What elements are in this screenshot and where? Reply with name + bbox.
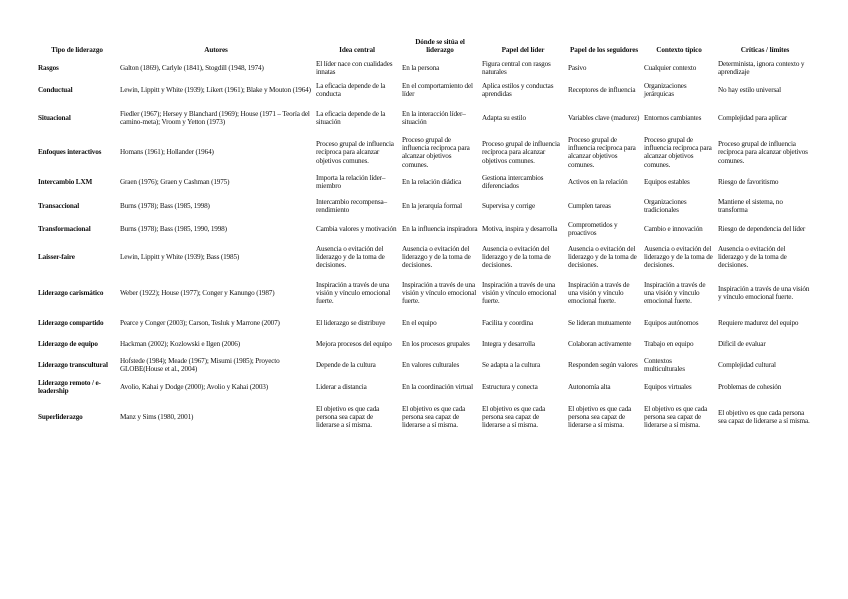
- cell-papel-lider: Supervisa y corrige: [482, 201, 536, 210]
- cell-papel-lider: El objetivo es que cada persona sea capaz de liderarse a sí misma.: [482, 404, 546, 429]
- table-row: [36, 101, 814, 135]
- cell-idea-central: Ausencia o evitación del liderazgo y de la toma de decisiones.: [316, 244, 385, 269]
- cell-donde: En la influencia inspiradora: [402, 224, 478, 233]
- cell-criticas: Problemas de cohesión: [718, 382, 782, 391]
- cell-papel-lider: Se adapta a la cultura: [482, 360, 541, 369]
- cell-papel-seguidores: Variables clave (madurez): [568, 113, 640, 122]
- cell-tipo: Liderazgo transcultural: [38, 360, 108, 369]
- header-contexto: Contexto típico: [656, 46, 702, 54]
- cell-papel-seguidores: El objetivo es que cada persona sea capaz de liderarse a sí misma.: [568, 404, 632, 429]
- cell-autores: Pearce y Conger (2003); Carson, Tesluk y Marrone (2007): [120, 318, 280, 327]
- cell-contexto: Inspiración a través de una visión y vínculo emocional fuerte.: [644, 280, 706, 305]
- cell-tipo: Rasgos: [38, 63, 59, 72]
- cell-contexto: El objetivo es que cada persona sea capaz de liderarse a sí misma.: [644, 404, 708, 429]
- cell-tipo: Liderazgo remoto / e-leadership: [38, 378, 101, 395]
- header-papel-seguidores: Papel de los seguidores: [569, 46, 639, 54]
- cell-papel-seguidores: Receptores de influencia: [568, 85, 636, 94]
- cell-criticas: Riesgo de favoritismo: [718, 177, 779, 186]
- cell-idea-central: Liderar a distancia: [316, 382, 367, 391]
- cell-tipo: Transaccional: [38, 201, 80, 210]
- cell-autores: Fiedler (1967); Hersey y Blanchard (1969); House (1971 – Teoría del camino-meta); Vroom y Yetton (1973): [120, 109, 310, 126]
- cell-idea-central: El líder nace con cualidades innatas: [316, 59, 393, 76]
- cell-autores: Hackman (2002); Kozlowski e Ilgen (2006): [120, 339, 240, 348]
- table-row: [36, 376, 814, 398]
- cell-tipo: Liderazgo compartido: [38, 318, 104, 327]
- cell-contexto: Proceso grupal de influencia recíproca para alcanzar objetivos comunes.: [644, 136, 712, 169]
- table-row: [36, 218, 814, 240]
- cell-criticas: Ausencia o evitación del liderazgo y de la toma de decisiones.: [718, 244, 787, 269]
- cell-donde: En valores culturales: [402, 360, 460, 369]
- cell-papel-seguidores: Responden según valores: [568, 360, 638, 369]
- cell-papel-lider: Estructura y conecta: [482, 382, 538, 391]
- cell-donde: En el comportamiento del líder: [402, 81, 473, 98]
- cell-donde: Inspiración a través de una visión y vínculo emocional fuerte.: [402, 280, 477, 305]
- cell-donde: En la persona: [402, 63, 440, 72]
- cell-donde: En la coordinación virtual: [402, 382, 473, 391]
- cell-papel-seguidores: Proceso grupal de influencia recíproca para alcanzar objetivos comunes.: [568, 136, 636, 169]
- cell-contexto: Equipos estables: [644, 177, 690, 186]
- cell-contexto: Trabajo en equipo: [644, 339, 694, 348]
- cell-criticas: El objetivo es que cada persona sea capaz de liderarse a sí misma.: [718, 408, 810, 425]
- cell-tipo: Laisser-faire: [38, 252, 75, 261]
- header-donde: Dónde se sitúa el liderazgo: [415, 38, 465, 54]
- cell-papel-lider: Figura central con rasgos naturales: [482, 59, 551, 76]
- cell-donde: En la jerarquía formal: [402, 201, 462, 210]
- cell-criticas: Inspiración a través de una visión y vínculo emocional fuerte.: [718, 284, 810, 301]
- cell-papel-seguidores: Comprometidos y proactivos: [568, 220, 618, 237]
- table-row: [36, 312, 814, 334]
- cell-papel-lider: Facilita y coordina: [482, 318, 534, 327]
- table-row: [36, 354, 814, 376]
- cell-criticas: Requiere madurez del equipo: [718, 318, 799, 327]
- leadership-comparison-table: [36, 38, 814, 436]
- cell-idea-central: Intercambio recompensa–rendimiento: [316, 197, 387, 214]
- cell-criticas: Complejidad cultural: [718, 360, 776, 369]
- table-row: [36, 194, 814, 218]
- table-row: [36, 57, 814, 79]
- cell-contexto: Equipos virtuales: [644, 382, 692, 391]
- header-autores: Autores: [204, 46, 228, 54]
- cell-tipo: Situacional: [38, 113, 71, 122]
- header-tipo: Tipo de liderazgo: [51, 46, 103, 54]
- header-papel-lider: Papel del líder: [501, 46, 545, 54]
- cell-idea-central: El liderazgo se distribuye: [316, 318, 386, 327]
- cell-contexto: Organizaciones jerárquicas: [644, 81, 687, 98]
- cell-tipo: Superliderazgo: [38, 412, 83, 421]
- table-row: [36, 170, 814, 194]
- cell-autores: Lewin, Lippitt y White (1939); Likert (1961); Blake y Mouton (1964): [120, 85, 311, 94]
- cell-tipo: Enfoques interactivos: [38, 148, 102, 157]
- cell-tipo: Conductual: [38, 85, 73, 94]
- cell-tipo: Liderazgo de equipo: [38, 339, 98, 348]
- cell-idea-central: Depende de la cultura: [316, 360, 376, 369]
- cell-papel-seguidores: Autonomía alta: [568, 382, 611, 391]
- cell-papel-lider: Adapta su estilo: [482, 113, 526, 122]
- cell-idea-central: Proceso grupal de influencia recíproca para alcanzar objetivos comunes.: [316, 140, 394, 165]
- cell-papel-seguidores: Se lideran mutuamente: [568, 318, 632, 327]
- cell-idea-central: Mejora procesos del equipo: [316, 339, 392, 348]
- cell-papel-seguidores: Ausencia o evitación del liderazgo y de la toma de decisiones.: [568, 244, 637, 269]
- cell-autores: Homans (1961); Hollander (1964): [120, 148, 214, 157]
- cell-contexto: Organizaciones tradicionales: [644, 197, 687, 214]
- cell-idea-central: Cambia valores y motivación: [316, 224, 397, 233]
- cell-idea-central: Importa la relación líder–miembro: [316, 173, 386, 190]
- cell-contexto: Cualquier contexto: [644, 63, 697, 72]
- cell-donde: En la interacción líder–situación: [402, 109, 466, 126]
- document-page: [36, 38, 814, 436]
- cell-papel-seguidores: Inspiración a través de una visión y vínculo emocional fuerte.: [568, 280, 630, 305]
- cell-contexto: Cambio e innovación: [644, 224, 703, 233]
- cell-papel-seguidores: Cumplen tareas: [568, 201, 611, 210]
- cell-papel-lider: Inspiración a través de una visión y vínculo emocional fuerte.: [482, 280, 557, 305]
- table-header-row: [36, 38, 814, 57]
- cell-papel-lider: Ausencia o evitación del liderazgo y de la toma de decisiones.: [482, 244, 551, 269]
- cell-autores: Galton (1869), Carlyle (1841), Stogdill (1948, 1974): [120, 63, 264, 72]
- cell-papel-lider: Gestiona intercambios diferenciados: [482, 173, 544, 190]
- cell-autores: Manz y Sims (1980, 2001): [120, 412, 194, 421]
- cell-criticas: No hay estilo universal: [718, 85, 782, 94]
- cell-criticas: Mantiene el sistema, no transforma: [718, 197, 783, 214]
- cell-tipo: Liderazgo carismático: [38, 288, 104, 297]
- cell-idea-central: El objetivo es que cada persona sea capaz de liderarse a sí misma.: [316, 404, 380, 429]
- cell-donde: En el equipo: [402, 318, 437, 327]
- cell-criticas: Difícil de evaluar: [718, 339, 766, 348]
- header-idea-central: Idea central: [339, 46, 375, 54]
- cell-papel-seguidores: Colaboran activamente: [568, 339, 632, 348]
- cell-donde: En los procesos grupales: [402, 339, 470, 348]
- cell-criticas: Complejidad para aplicar: [718, 113, 788, 122]
- cell-criticas: Riesgo de dependencia del líder: [718, 224, 806, 233]
- cell-tipo: Intercambio LXM: [38, 177, 93, 186]
- cell-tipo: Transformacional: [38, 224, 91, 233]
- cell-criticas: Proceso grupal de influencia recíproca para alcanzar objetivos comunes.: [718, 140, 808, 165]
- cell-autores: Lewin, Lippitt y White (1939); Bass (1985): [120, 252, 240, 261]
- cell-autores: Avolio, Kahai y Dodge (2000); Avolio y Kahai (2003): [120, 382, 268, 391]
- table-body: [36, 57, 814, 436]
- cell-papel-seguidores: Pasivo: [568, 63, 587, 72]
- cell-autores: Hofstede (1984); Meade (1967); Misumi (1985); Proyecto GLOBE(House et al., 2004): [120, 356, 280, 373]
- cell-contexto: Entornos cambiantes: [644, 113, 702, 122]
- cell-papel-seguidores: Activos en la relación: [568, 177, 628, 186]
- cell-papel-lider: Aplica estilos y conductas aprendidas: [482, 81, 554, 98]
- cell-autores: Burns (1978); Bass (1985, 1998): [120, 201, 210, 210]
- cell-autores: Burns (1978); Bass (1985, 1990, 1998): [120, 224, 227, 233]
- cell-donde: El objetivo es que cada persona sea capaz de liderarse a sí misma.: [402, 404, 466, 429]
- table-row: [36, 334, 814, 354]
- table-row: [36, 135, 814, 170]
- cell-contexto: Contextos multiculturales: [644, 356, 685, 373]
- cell-autores: Weber (1922); House (1977); Conger y Kanungo (1987): [120, 288, 275, 297]
- table-row: [36, 274, 814, 312]
- header-criticas: Críticas / límites: [740, 46, 790, 54]
- cell-autores: Graen (1976); Graen y Cashman (1975): [120, 177, 230, 186]
- cell-donde: Proceso grupal de influencia recíproca para alcanzar objetivos comunes.: [402, 136, 470, 169]
- table-row: [36, 240, 814, 274]
- table-row: [36, 398, 814, 436]
- table-row: [36, 79, 814, 101]
- cell-papel-lider: Integra y desarrolla: [482, 339, 535, 348]
- cell-idea-central: La eficacia depende de la situación: [316, 109, 386, 126]
- cell-papel-lider: Proceso grupal de influencia recíproca para alcanzar objetivos comunes.: [482, 140, 560, 165]
- cell-criticas: Determinista, ignora contexto y aprendizaje: [718, 59, 805, 76]
- cell-donde: En la relación diádica: [402, 177, 462, 186]
- cell-donde: Ausencia o evitación del liderazgo y de la toma de decisiones.: [402, 244, 471, 269]
- cell-contexto: Ausencia o evitación del liderazgo y de la toma de decisiones.: [644, 244, 713, 269]
- cell-papel-lider: Motiva, inspira y desarrolla: [482, 224, 558, 233]
- cell-idea-central: La eficacia depende de la conducta: [316, 81, 386, 98]
- cell-idea-central: Inspiración a través de una visión y vínculo emocional fuerte.: [316, 280, 391, 305]
- cell-contexto: Equipos autónomos: [644, 318, 699, 327]
